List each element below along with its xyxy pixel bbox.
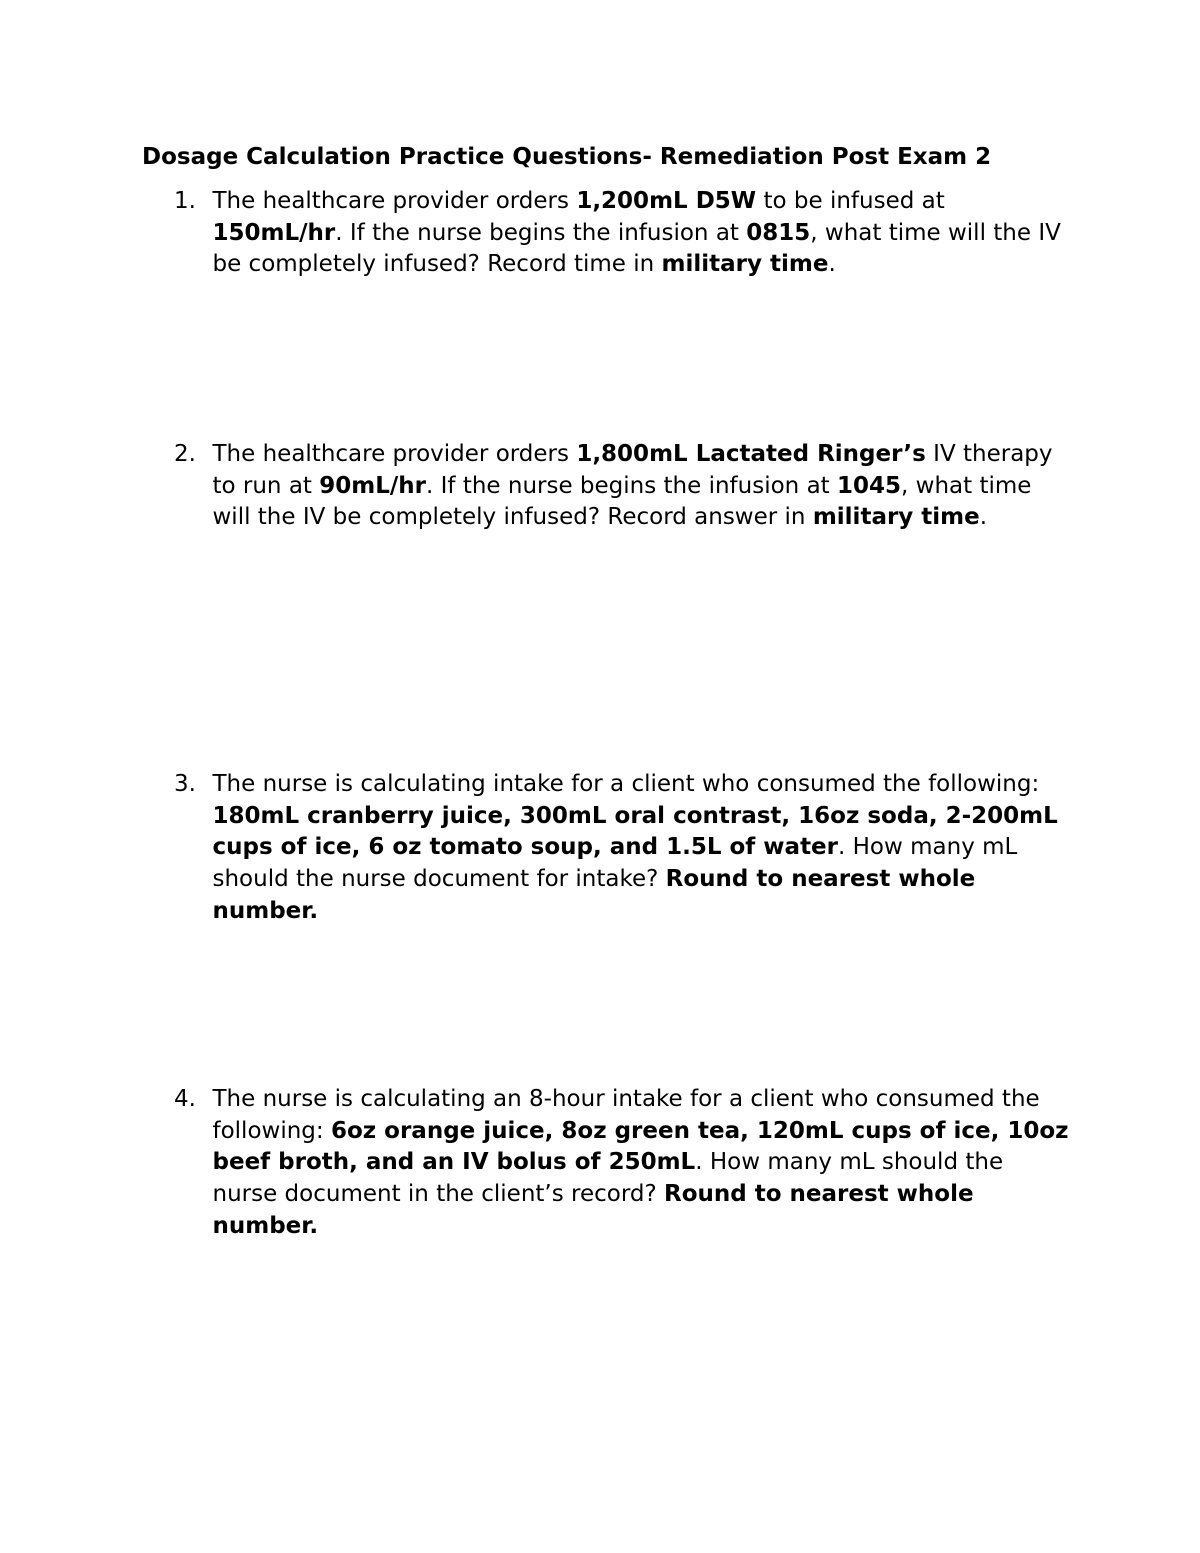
question-text-segment: . If the nurse begins the infusion at xyxy=(426,472,837,499)
question-text xyxy=(213,769,1075,928)
question-key-value: 1,800mL Lactated Ringer’s xyxy=(576,441,926,467)
question-number: 2. xyxy=(174,441,196,467)
question-key-value: 0815 xyxy=(746,219,811,246)
question-text-segment: The nurse is calculating intake for a client who consumed the following: xyxy=(212,771,1040,797)
question-key-value: Round to nearest whole number. xyxy=(212,1181,974,1239)
question-key-value: 6oz orange juice, 8oz green tea, 120mL cups of ice, 10oz beef broth, and an IV bolus of 250mL xyxy=(212,1117,1069,1176)
question-text-segment: to be infused at xyxy=(756,188,945,214)
question-text-segment: . If the nurse begins the infusion at xyxy=(335,219,747,246)
question-3 xyxy=(174,769,1074,928)
question-text-segment: . How many mL should the nurse document for intake? xyxy=(212,834,1018,893)
question-2 xyxy=(174,439,1074,534)
question-text-segment: The healthcare provider orders xyxy=(212,188,577,214)
question-key-value: 90mL/hr xyxy=(319,472,426,499)
question-text-segment: , what time will the IV be completely infused? Record answer in xyxy=(212,472,1032,531)
question-text xyxy=(213,186,1075,281)
page-title: Dosage Calculation Practice Questions- Remediation Post Exam 2 xyxy=(142,144,992,170)
question-text-segment: . How many mL should the nurse document in the client’s record? xyxy=(212,1149,1004,1208)
question-key-value: military time xyxy=(812,504,980,531)
question-number: 1. xyxy=(174,188,196,214)
question-4 xyxy=(174,1084,1074,1243)
question-key-value: 1045 xyxy=(837,472,902,499)
question-key-value: 1,200mL D5W xyxy=(576,188,757,214)
question-text xyxy=(213,439,1075,534)
question-key-value: military time xyxy=(661,251,829,278)
question-text-segment: The healthcare provider orders xyxy=(212,441,577,467)
question-text-segment: The nurse is calculating an 8-hour intake for a client who consumed the following: xyxy=(212,1086,1040,1144)
question-key-value: Round to nearest whole number. xyxy=(212,866,976,924)
question-text-segment: . xyxy=(979,504,988,531)
question-number: 4. xyxy=(174,1086,196,1112)
question-text xyxy=(213,1084,1075,1243)
question-key-value: 180mL cranberry juice, 300mL oral contrast, 16oz soda, 2-200mL cups of ice, 6 oz tomato soup, and 1.5L of water xyxy=(212,802,1058,861)
question-1 xyxy=(174,186,1074,281)
question-key-value: 150mL/hr xyxy=(212,219,336,246)
question-text-segment: , what time will the IV be completely infused? Record time in xyxy=(212,219,1061,278)
question-text-segment: IV therapy to run at xyxy=(212,441,1053,499)
question-text-segment: . xyxy=(828,251,836,278)
question-number: 3. xyxy=(174,771,196,797)
